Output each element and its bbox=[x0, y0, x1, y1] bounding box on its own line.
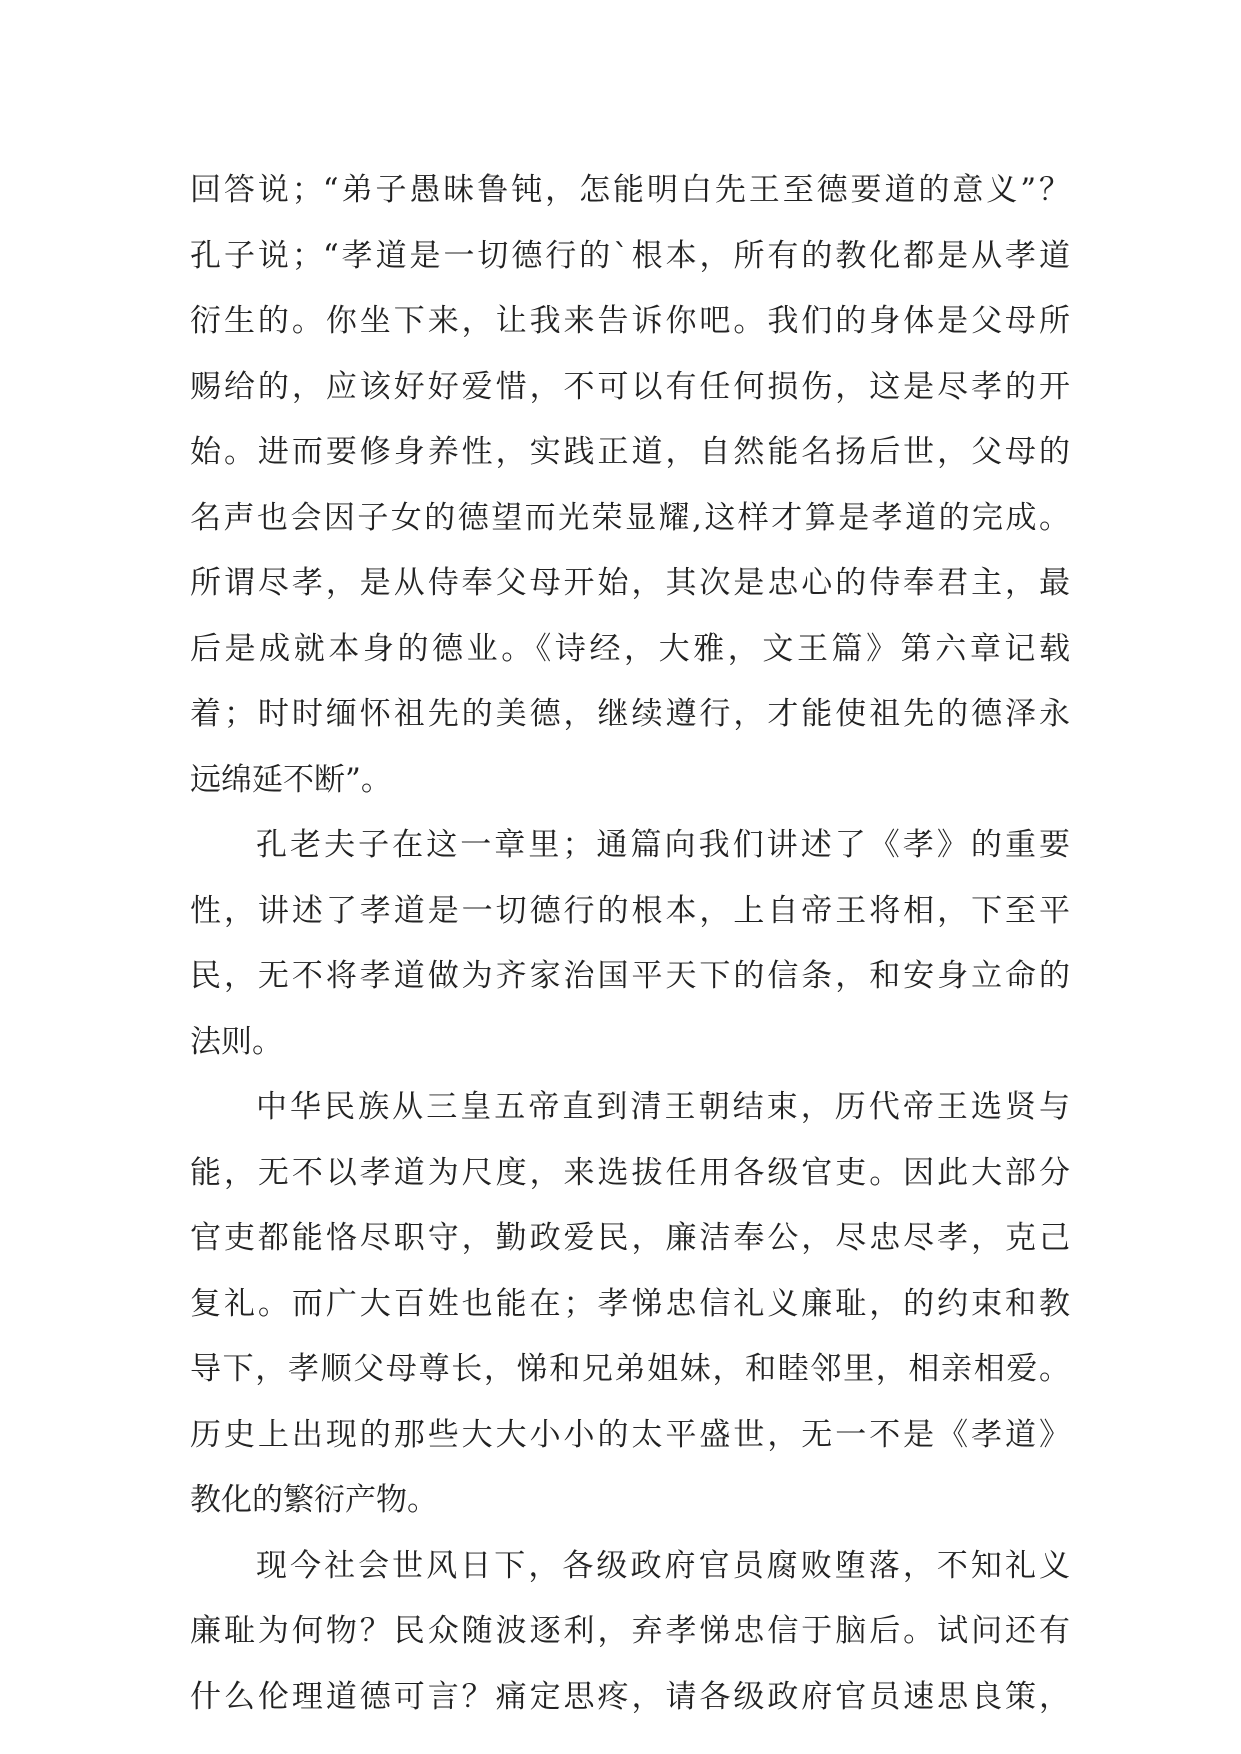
text-line: 导下，孝顺父母尊长，悌和兄弟姐妹，和睦邻里，相亲相爱。 bbox=[190, 1351, 1070, 1387]
text-line: 始。进而要修身养性，实践正道，自然能名扬后世，父母的 bbox=[190, 434, 1070, 470]
text-line: 孔子说；“孝道是一切德行的`根本，所有的教化都是从孝道 bbox=[190, 237, 1070, 274]
text-line: 什么伦理道德可言？痛定思疼，请各级政府官员速思良策， bbox=[190, 1678, 1070, 1715]
text-line: 法则。 bbox=[190, 1023, 283, 1060]
text-line: 现今社会世风日下，各级政府官员腐败堕落，不知礼义 bbox=[256, 1547, 1070, 1584]
text-line: 远绵延不断”。 bbox=[190, 761, 392, 798]
text-line: 廉耻为何物？民众随波逐利，弃孝悌忠信于脑后。试问还有 bbox=[190, 1613, 1070, 1649]
text-line: 复礼。而广大百姓也能在；孝悌忠信礼义廉耻，的约束和教 bbox=[190, 1285, 1070, 1322]
text-line: 赐给的，应该好好爱惜，不可以有任何损伤，这是尽孝的开 bbox=[190, 368, 1070, 405]
text-line: 教化的繁衍产物。 bbox=[190, 1482, 438, 1518]
text-line: 历史上出现的那些大大小小的太平盛世，无一不是《孝道》 bbox=[190, 1416, 1070, 1453]
body-text bbox=[190, 158, 1070, 1730]
text-line: 民，无不将孝道做为齐家治国平天下的信条，和安身立命的 bbox=[190, 958, 1070, 994]
text-line: 所谓尽孝，是从侍奉父母开始，其次是忠心的侍奉君主，最 bbox=[190, 565, 1070, 601]
text-line: 名声也会因子女的德望而光荣显耀,这样才算是孝道的完成。 bbox=[190, 499, 1070, 536]
text-line: 性，讲述了孝道是一切德行的根本，上自帝王将相，下至平 bbox=[190, 892, 1070, 929]
text-line: 着；时时缅怀祖先的美德，继续遵行，才能使祖先的德泽永 bbox=[190, 696, 1070, 732]
text-line: 孔老夫子在这一章里；通篇向我们讲述了《孝》的重要 bbox=[256, 827, 1070, 863]
text-line: 能，无不以孝道为尺度，来选拔任用各级官吏。因此大部分 bbox=[190, 1154, 1070, 1191]
text-line: 后是成就本身的德业。《诗经，大雅，文王篇》第六章记载 bbox=[190, 630, 1070, 667]
text-line: 衍生的。你坐下来，让我来告诉你吧。我们的身体是父母所 bbox=[190, 303, 1070, 339]
text-line: 回答说；“弟子愚昧鲁钝，怎能明白先王至德要道的意义”？ bbox=[190, 172, 1070, 208]
text-line: 中华民族从三皇五帝直到清王朝结束，历代帝王选贤与 bbox=[256, 1089, 1070, 1125]
text-line: 官吏都能恪尽职守，勤政爱民，廉洁奉公，尽忠尽孝，克己 bbox=[190, 1220, 1070, 1256]
